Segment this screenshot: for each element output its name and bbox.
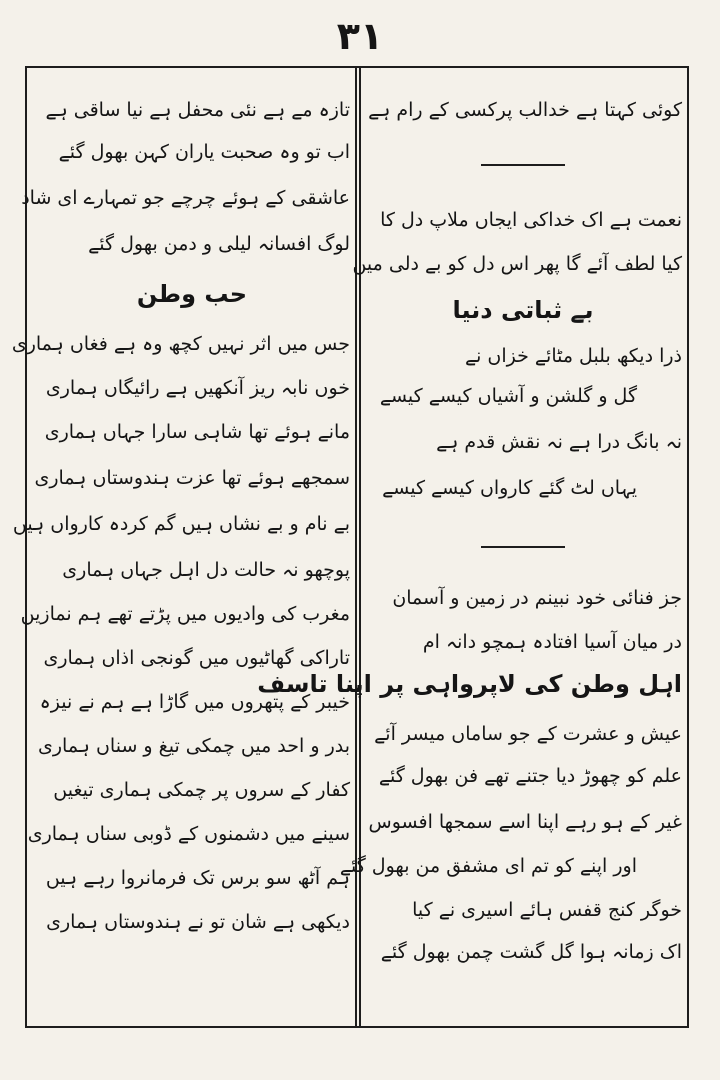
verse-line: خیبر کے پتھروں میں گاڑا ہے ہم نے نیزہ [39,691,350,713]
verse-line: اب تو وہ صحبت یاران کہن بھول گئے [58,141,350,163]
verse-line: سینے میں دشمنوں کے ڈوبی سناں ہماری [27,823,350,845]
verse-line: ذرا دیکھ بلبل مٹائے خزاں نے [464,345,682,367]
verse-line: خوں نابہ ریز آنکھیں ہے رائیگاں ہماری [45,377,350,399]
verse-line: بے نام و بے نشاں ہیں گم کردہ کارواں ہیں [12,513,350,535]
verse-line: غیر کے ہو رہے اپنا اسے سمجھا افسوس [368,811,682,833]
verse-line: گل و گلشن و آشیاں کیسے کیسے [379,385,637,407]
verse-line: بدر و احد میں چمکی تیغ و سناں ہماری [37,735,350,757]
section-separator [481,164,565,166]
verse-line: اور اپنے کو تم ای مشفق من بھول گئے [339,855,637,877]
page-number: ۳۱ [336,14,384,58]
section-heading: اہل وطن کی لاپرواہی پر اپنا تاسف [257,670,682,698]
verse-line: علم کو چھوڑ دیا جتنے تھے فن بھول گئے [378,765,682,787]
section-separator [481,546,565,548]
verse-line: خوگر کنج قفس ہائے اسیری نے کیا [412,899,682,921]
verse-line: یہاں لٹ گئے کارواں کیسے کیسے [382,477,637,499]
section-heading: بے ثباتی دنیا [452,296,594,324]
verse-line: ہم آٹھ سو برس تک فرمانروا رہے ہیں [45,867,350,889]
verse-line: در میان آسیا افتادہ ہمچو دانہ ام [422,631,682,653]
verse-line: مغرب کی وادیوں میں پڑتے تھے ہم نمازیں [20,603,350,625]
verse-line: عاشقی کے ہوئے چرچے جو تمہارے ای شاد [21,187,350,209]
verse-line: تازہ مے ہے نئی محفل ہے نیا ساقی ہے [45,99,350,121]
verse-line: نہ بانگ درا ہے نہ نقش قدم ہے [436,431,682,453]
verse-line: سمجھے ہوئے تھا عزت ہندوستاں ہماری [34,467,350,489]
right-column [257,80,682,1010]
verse-line: نعمت ہے اک خداکی ایجاں ملاپ دل کا [380,209,682,231]
verse-line: کوئی کہتا ہے خدالب پرکسی کے رام ہے [368,99,682,121]
verse-line: کفار کے سروں پر چمکی ہماری تیغیں [53,779,350,801]
verse-line: عیش و عشرت کے جو ساماں میسر آئے [374,723,682,745]
verse-line: جز فنائی خود نبینم در زمین و آسمان [392,587,682,609]
verse-line: لوگ افسانہ لیلی و دمن بھول گئے [88,233,350,255]
left-column [11,80,350,1010]
verse-line: مانے ہوئے تھا شاہی سارا جہاں ہماری [44,421,350,443]
column-divider [355,66,361,1028]
verse-line: کیا لطف آئے گا پھر اس دل کو بے دلی میں [352,253,682,275]
verse-line: جس میں اثر نہیں کچھ وہ ہے فغاں ہماری [11,333,350,355]
section-heading: حب وطن [136,280,248,308]
verse-line: تاراکی گھاٹیوں میں گونجی اذاں ہماری [43,647,350,669]
verse-line: اک زمانہ ہوا گل گشت چمن بھول گئے [380,941,682,963]
verse-line: پوچھو نہ حالت دل اہل جہاں ہماری [62,559,350,581]
verse-line: دیکھی ہے شان تو نے ہندوستاں ہماری [46,911,350,933]
